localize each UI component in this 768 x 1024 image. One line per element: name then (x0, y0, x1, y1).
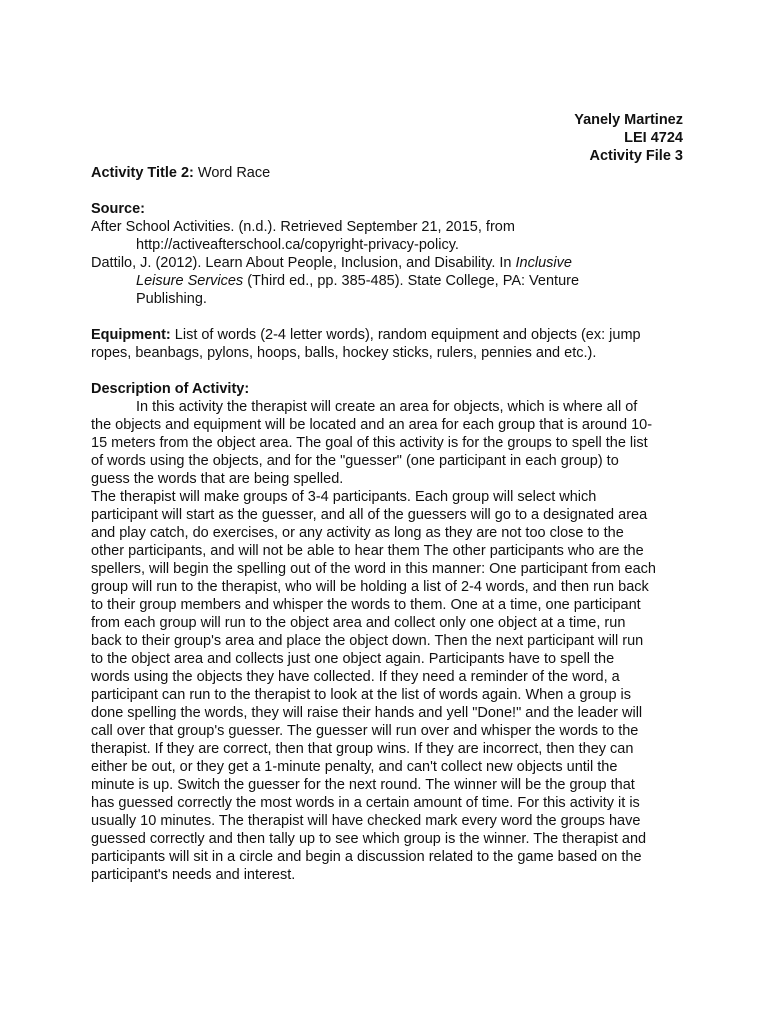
document-body (91, 164, 691, 884)
reference-2-line-3: Publishing. (136, 291, 207, 307)
description-line: and play catch, do exercises, or any activity as long as they are not too close to the (91, 525, 624, 541)
description-line: to their group members and whisper the words to them. One at a time, one participant (91, 597, 641, 613)
reference-1-line-2: http://activeafterschool.ca/copyright-privacy-policy. (136, 237, 459, 253)
description-line: minute is up. Switch the guesser for the next round. The winner will be the group that (91, 777, 635, 793)
activity-file-label: Activity File 3 (589, 148, 683, 164)
equipment-label: Equipment: (91, 327, 171, 343)
reference-2-line-2 (91, 272, 691, 290)
description-line: participant's needs and interest. (91, 867, 296, 883)
reference-2-book-title-cont: Leisure Services (136, 273, 244, 289)
description-line: of words using the objects, and for the "guesser" (one participant in each group) to (91, 453, 619, 469)
reference-2-details: (Third ed., pp. 385-485). State College, PA: Venture (243, 273, 580, 289)
description-line: guessed correctly and then tally up to see which group is the winner. The therapist and (91, 831, 647, 847)
course-code: LEI 4724 (624, 130, 683, 146)
description-line: either be out, or they get a 1-minute penalty, and can't collect new objects until the (91, 759, 618, 775)
description-line: usually 10 minutes. The therapist will have checked mark every word the groups have (91, 813, 641, 829)
description-line: In this activity the therapist will create an area for objects, which is where all of (136, 399, 638, 415)
reference-2-line-1 (91, 254, 691, 272)
description-line: words using the objects they have collected. If they need a reminder of the word, a (91, 669, 620, 685)
description-line: 15 meters from the object area. The goal of this activity is for the groups to spell the list (91, 435, 648, 451)
description-heading: Description of Activity: (91, 381, 250, 397)
activity-title (91, 164, 691, 182)
source-heading: Source: (91, 201, 145, 217)
description-line: other participants, and will not be able to hear them The other participants who are the (91, 543, 644, 559)
equipment-text: List of words (2-4 letter words), random equipment and objects (ex: jump (170, 327, 641, 343)
description-line: back to their group's area and place the object down. Then the next participant will run (91, 633, 644, 649)
activity-title-value: Word Race (193, 165, 271, 181)
description-line: participants will sit in a circle and begin a discussion related to the game based on the (91, 849, 642, 865)
spacer (91, 362, 691, 380)
reference-2-book-title: Inclusive (515, 255, 572, 271)
description-line: participant can run to the therapist to look at the list of words again. When a group is (91, 687, 632, 703)
reference-1-line-1: After School Activities. (n.d.). Retrieved September 21, 2015, from (91, 219, 515, 235)
equipment-line-1 (91, 326, 691, 344)
description-line: The therapist will make groups of 3-4 participants. Each group will select which (91, 489, 597, 505)
description-line: guess the words that are being spelled. (91, 471, 344, 487)
description-line: participant will start as the guesser, and all of the guessers will go to a designated area (91, 507, 648, 523)
spacer (91, 308, 691, 326)
document-header (574, 111, 683, 165)
description-line: the objects and equipment will be located and an area for each group that is around 10- (91, 417, 653, 433)
description-line: therapist. If they are correct, then that group wins. If they are incorrect, then they can (91, 741, 634, 757)
description-line: from each group will run to the object area and collect only one object at a time, run (91, 615, 626, 631)
activity-title-label: Activity Title 2: (91, 165, 194, 181)
description-line: group will run to the therapist, who will be holding a list of 2-4 words, and then run back (91, 579, 649, 595)
reference-2-text: Dattilo, J. (2012). Learn About People, Inclusion, and Disability. In (91, 255, 516, 271)
description-line: to the object area and collects just one object again. Participants have to spell the (91, 651, 615, 667)
equipment-line-2: ropes, beanbags, pylons, hoops, balls, hockey sticks, rulers, pennies and etc.). (91, 345, 597, 361)
description-line: spellers, will begin the spelling out of the word in this manner: One participant from each (91, 561, 656, 577)
spacer (91, 182, 691, 200)
description-line: has guessed correctly the most words in a certain amount of time. For this activity it is (91, 795, 640, 811)
description-line: call over that group's guesser. The guesser will run over and whisper the words to the (91, 723, 639, 739)
author-name: Yanely Martinez (574, 112, 683, 128)
description-line: done spelling the words, they will raise their hands and yell "Done!" and the leader will (91, 705, 643, 721)
